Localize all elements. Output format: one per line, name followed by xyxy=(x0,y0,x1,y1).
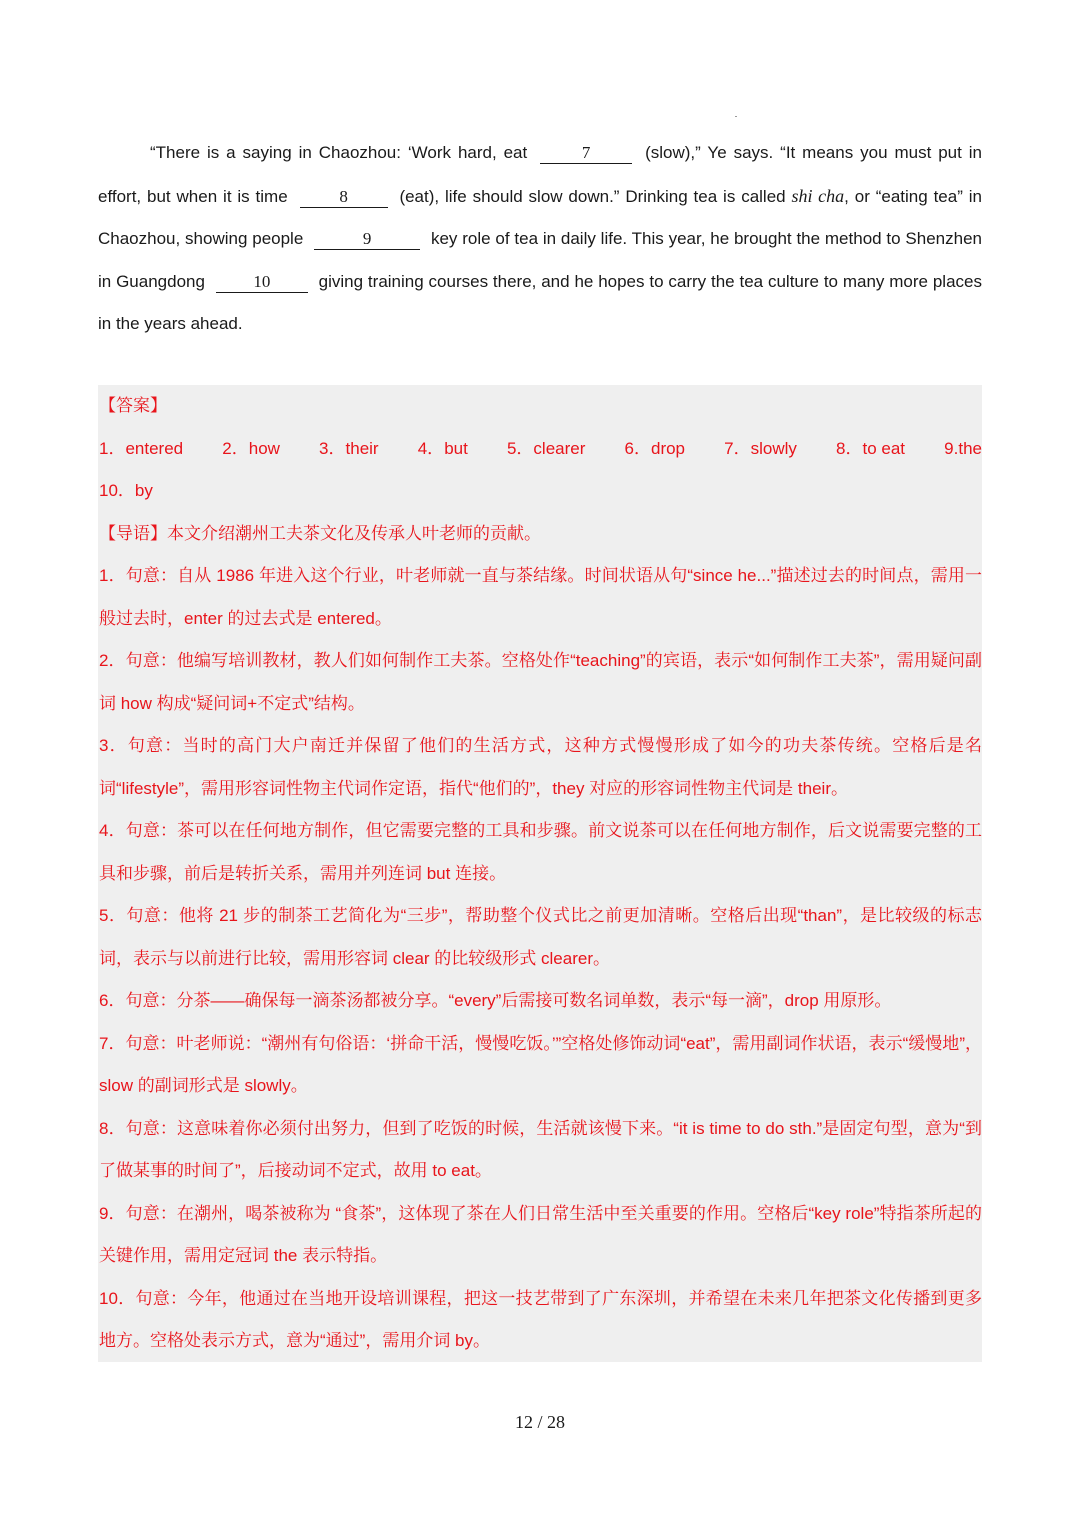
explanation: 3．句意：当时的高门大户南迁并保留了他们的生活方式，这种方式慢慢形成了如今的功夫茶传统。空格后是名词“lifestyle”，需用形容词性物主代词作定语，指代“他们的”，they 对应的形容词性物主代词是 their。 xyxy=(99,736,982,798)
explanation: 4．句意：茶可以在任何地方制作，但它需要完整的工具和步骤。前文说茶可以在任何地方制作，后文说需要完整的工具和步骤，前后是转折关系，需用并列连词 but 连接。 xyxy=(99,821,982,883)
blank-7: 7 xyxy=(540,143,632,164)
passage-paragraph xyxy=(98,132,982,346)
explanation: 2．句意：他编写培训教材，教人们如何制作工夫茶。空格处作“teaching”的宾语，表示“如何制作工夫茶”，需用疑问副词 how 构成“疑问词+不定式”结构。 xyxy=(99,651,982,713)
answer-heading: 【答案】 xyxy=(99,396,167,415)
answer-item: 5．clearer xyxy=(506,438,586,458)
answer-item: 7．slowly xyxy=(724,438,797,458)
answer-box xyxy=(98,385,982,1362)
blank-10: 10 xyxy=(216,272,308,293)
explanation: 9．句意：在潮州，喝茶被称为 “食茶”，这体现了茶在人们日常生活中至关重要的作用。空格后“key role”特指茶所起的关键作用，需用定冠词 the 表示特指。 xyxy=(99,1203,982,1265)
answer-list xyxy=(99,428,982,471)
passage-text-1: “There is a saying in Chaozhou: ‘Work hard, eat xyxy=(150,143,528,162)
answer-item: 2．how xyxy=(222,438,280,458)
blank-8: 8 xyxy=(300,187,388,208)
passage-text-2: (slow),” Ye says. “It means you must put in effort, but when it is time xyxy=(98,143,982,206)
answer-item: 3．their xyxy=(319,438,379,458)
guide-label: 【导语】 xyxy=(99,523,167,543)
passage-text-3: (eat), life should slow down.” Drinking tea is called xyxy=(399,186,786,206)
passage-text-6: giving training courses there, and he hopes to carry the tea culture to many more places in the years ahead. xyxy=(98,271,982,333)
answer-item: 8．to eat xyxy=(836,438,906,458)
explanation: 1．句意：自从 1986 年进入这个行业，叶老师就一直与茶结缘。时间状语从句“since he...”描述过去的时间点，需用一般过去时，enter 的过去式是 entered。 xyxy=(99,566,982,628)
term-shi-cha: shi cha xyxy=(791,185,845,206)
page-number: 12 / 28 xyxy=(514,1412,565,1432)
answer-item: 4．but xyxy=(417,438,468,458)
explanation: 5．句意：他将 21 步的制茶工艺简化为“三步”，帮助整个仪式比之前更加清晰。空格后出现“than”，是比较级的标志词，表示与以前进行比较，需用形容词 clear 的比较级形式 clearer。 xyxy=(99,906,982,968)
guide-text: 本文介绍潮州工夫茶文化及传承人叶老师的贡献。 xyxy=(167,523,541,543)
explanation: 7．句意：叶老师说：“潮州有句俗语：‘拼命干活，慢慢吃饭。’”空格处修饰动词“eat”，需用副词作状语，表示“缓慢地”，slow 的副词形式是 slowly。 xyxy=(99,1033,982,1095)
passage-text-5: key role of tea in daily life. This year, he brought the method to Shenzhen in Guangdong xyxy=(98,229,982,291)
guide-line xyxy=(99,513,982,556)
answer-item: 1．entered xyxy=(99,438,184,458)
explanation: 8．句意：这意味着你必须付出努力，但到了吃饭的时候，生活就该慢下来。“it is time to do sth.”是固定句型，意为“到了做某事的时间了”，后接动词不定式，故用 to eat。 xyxy=(99,1118,982,1180)
answer-item: 9.the xyxy=(944,438,982,458)
explanation: 10．句意：今年，他通过在当地开设培训课程，把这一技艺带到了广东深圳，并希望在未来几年把茶文化传播到更多地方。空格处表示方式，意为“通过”，需用介词 by。 xyxy=(99,1288,982,1350)
scan-dot xyxy=(735,116,737,117)
blank-9: 9 xyxy=(314,229,420,250)
answer-item: 10．by xyxy=(99,481,153,500)
explanation: 6．句意：分茶——确保每一滴茶汤都被分享。“every”后需接可数名词单数，表示“每一滴”，drop 用原形。 xyxy=(99,991,892,1010)
passage-text-4: , or “eating tea” in Chaozhou, showing people xyxy=(98,186,982,248)
answer-item: 6．drop xyxy=(624,438,686,458)
